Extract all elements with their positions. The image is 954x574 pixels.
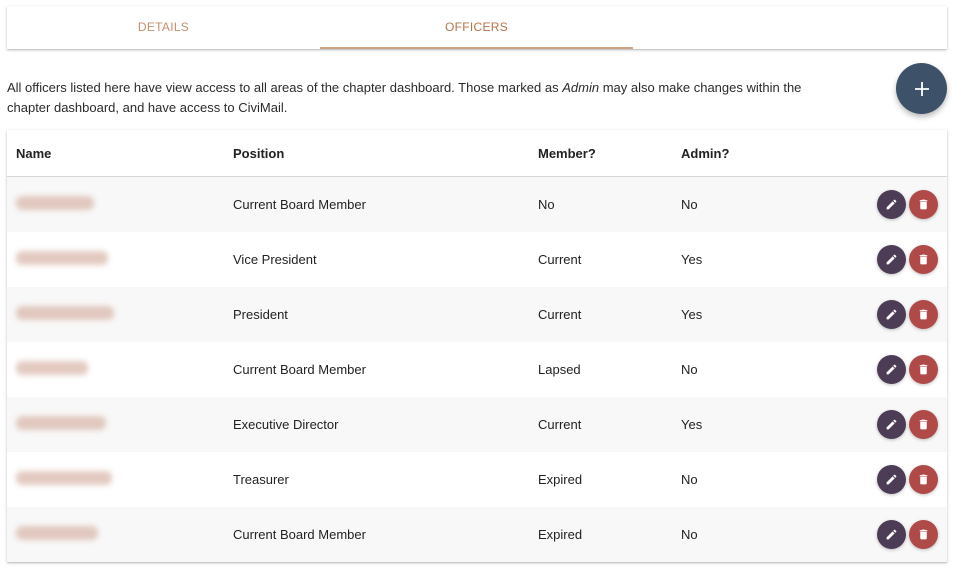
- row-actions: [861, 465, 947, 494]
- pencil-icon: [885, 418, 898, 431]
- trash-icon: [917, 198, 930, 211]
- redacted-name: [16, 471, 112, 485]
- pencil-icon: [885, 253, 898, 266]
- delete-button[interactable]: [909, 245, 938, 274]
- pencil-icon: [885, 363, 898, 376]
- officer-name[interactable]: [7, 251, 233, 268]
- tab-bar: [7, 6, 947, 49]
- redacted-name: [16, 416, 106, 430]
- pencil-icon: [885, 198, 898, 211]
- redacted-name: [16, 361, 88, 375]
- trash-icon: [917, 473, 930, 486]
- officer-position: Vice President: [233, 252, 317, 267]
- edit-button[interactable]: [877, 300, 906, 329]
- trash-icon: [917, 528, 930, 541]
- officer-name[interactable]: [7, 196, 233, 213]
- officer-position: Current Board Member: [233, 197, 366, 212]
- officer-admin-status: No: [681, 472, 698, 487]
- redacted-name: [16, 251, 108, 265]
- redacted-name: [16, 196, 94, 210]
- trash-icon: [917, 418, 930, 431]
- pencil-icon: [885, 473, 898, 486]
- officer-position: Treasurer: [233, 472, 289, 487]
- edit-button[interactable]: [877, 355, 906, 384]
- row-actions: [861, 355, 947, 384]
- trash-icon: [917, 308, 930, 321]
- pencil-icon: [885, 308, 898, 321]
- admin-emphasis: Admin: [562, 80, 600, 95]
- table-header: [7, 130, 947, 177]
- delete-button[interactable]: [909, 300, 938, 329]
- header-name[interactable]: Name: [16, 145, 52, 161]
- officer-member-status: Lapsed: [538, 362, 581, 377]
- officer-member-status: No: [538, 197, 555, 212]
- row-actions: [861, 190, 947, 219]
- table-row: [7, 177, 947, 232]
- trash-icon: [917, 363, 930, 376]
- add-officer-button[interactable]: [896, 63, 947, 114]
- officer-position: Executive Director: [233, 417, 339, 432]
- officer-admin-status: Yes: [681, 307, 703, 322]
- row-actions: [861, 300, 947, 329]
- table-row: [7, 452, 947, 507]
- table-row: [7, 507, 947, 562]
- officer-member-status: Current: [538, 307, 582, 322]
- table-row: [7, 342, 947, 397]
- officer-member-status: Expired: [538, 527, 583, 542]
- table-body: [7, 177, 947, 562]
- officer-member-status: Current: [538, 417, 582, 432]
- delete-button[interactable]: [909, 520, 938, 549]
- officers-table: [7, 130, 947, 562]
- header-admin: Admin?: [681, 145, 730, 161]
- officer-name[interactable]: [7, 361, 233, 378]
- officer-name[interactable]: [7, 306, 233, 323]
- officer-member-status: Expired: [538, 472, 583, 487]
- table-row: [7, 397, 947, 452]
- plus-icon: [914, 81, 930, 97]
- officer-position: President: [233, 307, 288, 322]
- redacted-name: [16, 526, 98, 540]
- delete-button[interactable]: [909, 410, 938, 439]
- officer-admin-status: No: [681, 527, 698, 542]
- tab-officers[interactable]: OFFICERS: [320, 6, 633, 49]
- redacted-name: [16, 306, 114, 320]
- row-actions: [861, 520, 947, 549]
- officer-position: Current Board Member: [233, 527, 366, 542]
- table-row: [7, 287, 947, 342]
- delete-button[interactable]: [909, 465, 938, 494]
- officer-name[interactable]: [7, 526, 233, 543]
- officer-position: Current Board Member: [233, 362, 366, 377]
- delete-button[interactable]: [909, 355, 938, 384]
- delete-button[interactable]: [909, 190, 938, 219]
- edit-button[interactable]: [877, 465, 906, 494]
- officer-admin-status: Yes: [681, 417, 703, 432]
- officer-admin-status: Yes: [681, 252, 703, 267]
- officer-admin-status: No: [681, 197, 698, 212]
- officer-name[interactable]: [7, 416, 233, 433]
- edit-button[interactable]: [877, 190, 906, 219]
- intro-text: All officers listed here have view access to all areas of the chapter dashboard. Those marked as Admin may also make changes within the chapter dashboard, and have access to CiviMail.: [7, 80, 802, 115]
- tab-details[interactable]: DETAILS: [137, 20, 190, 34]
- edit-button[interactable]: [877, 410, 906, 439]
- trash-icon: [917, 253, 930, 266]
- row-actions: [861, 410, 947, 439]
- header-member[interactable]: Member?: [538, 145, 596, 161]
- row-actions: [861, 245, 947, 274]
- officer-admin-status: No: [681, 362, 698, 377]
- edit-button[interactable]: [877, 520, 906, 549]
- edit-button[interactable]: [877, 245, 906, 274]
- header-position[interactable]: Position: [233, 145, 285, 161]
- pencil-icon: [885, 528, 898, 541]
- table-row: [7, 232, 947, 287]
- officer-member-status: Current: [538, 252, 582, 267]
- officer-name[interactable]: [7, 471, 233, 488]
